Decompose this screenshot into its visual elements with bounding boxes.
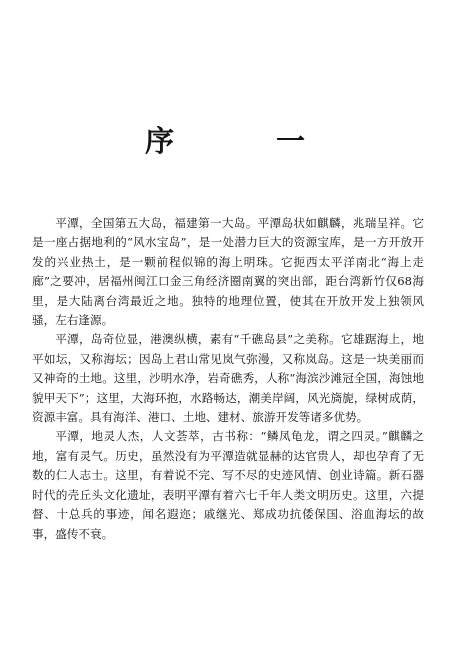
preface-body — [32, 214, 424, 544]
paragraph-1: 平潭，全国第五大岛，福建第一大岛。平潭岛状如麒麟，兆瑞呈祥。它是一座占据地利的“风水宝岛”，是一处潜力巨大的资源宝库，是一方开放开发的兴业热土，是一颗前程似锦的海上明珠。它扼西太平洋南北“海上走廊”之要冲，居福州闽江口金三角经济圈南翼的突出部，距台湾新竹仅68海里，是大陆离台湾最近之地。独特的地理位置，使其在开放开发上独领风骚，左右逢源。 — [32, 216, 424, 328]
page-title: 序 一 — [144, 124, 352, 158]
paragraph-3: 平潭，地灵人杰，人文荟萃，古书称：“鳞凤龟龙，谓之四灵。”麒麟之地，富有灵气。历史，虽然没有为平潭造就显赫的达官贵人，却也孕育了无数的仁人志士。这里，有着说不完、写不尽的史迹风情、创业诗篇。新石器时代的壳丘头文化遗址，表明平潭有着六七千年人类文明历史。这里，六提督、十总兵的事迹，闻名遐迩；戚继光、郑成功抗倭保国、浴血海坛的故事，盛传不衰。 — [32, 429, 424, 541]
paragraph-2: 平潭，岛奇位显，港澳纵横，素有“千礁岛县”之美称。它雄踞海上，地平如坛，又称海坛；因岛上君山常见岚气弥漫，又称岚岛。这是一块美丽而又神奇的土地。这里，沙明水净，岩奇礁秀，人称“海滨沙滩冠全国，海蚀地貌甲天下”；这里，大海环抱，水路畅达，潮美岸阔，风光旖旎，绿树成荫，资源丰富。具有海洋、港口、土地、建材、旅游开发等诸多优势。 — [32, 332, 424, 425]
